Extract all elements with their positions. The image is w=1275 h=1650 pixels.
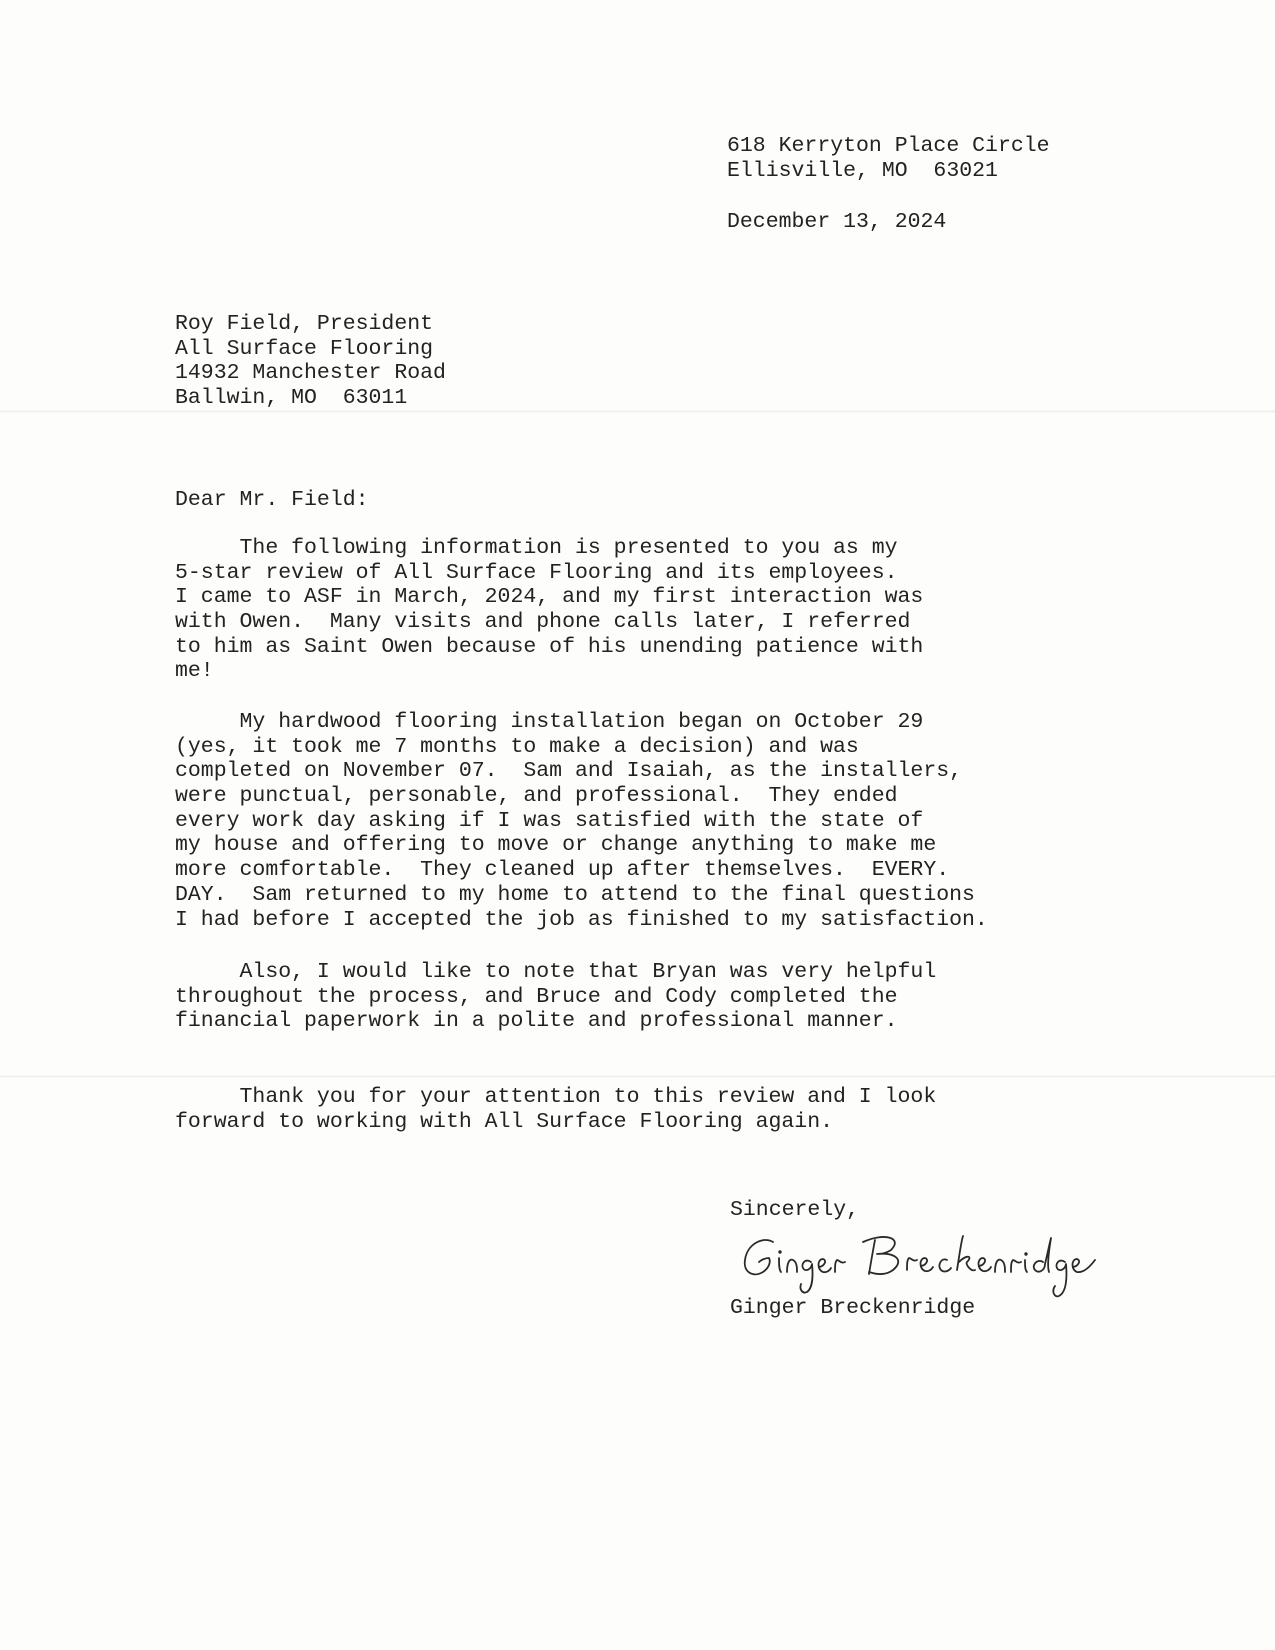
text-line: I had before I accepted the job as finished to my satisfaction.: [175, 907, 988, 932]
text-line: throughout the process, and Bruce and Cody completed the: [175, 984, 898, 1009]
recipient-name: Roy Field, President: [175, 312, 434, 336]
text-line: were punctual, personable, and professional. They ended: [175, 784, 898, 809]
text-line: me!: [175, 659, 214, 684]
text-line: Also, I would like to note that Bryan was very helpful: [175, 960, 937, 984]
closing: Sincerely,: [730, 1198, 860, 1222]
recipient-street: 14932 Manchester Road: [175, 361, 446, 386]
recipient-company: All Surface Flooring: [175, 336, 434, 361]
paragraph-1: [175, 536, 923, 684]
text-line: The following information is presented to you as my: [175, 536, 898, 560]
recipient-city-line: Ballwin, MO 63011: [175, 386, 408, 411]
text-line: every work day asking if I was satisfied with the state of: [175, 808, 924, 833]
letter-date: December 13, 2024: [727, 210, 947, 234]
salutation: Dear Mr. Field:: [175, 488, 369, 512]
text-line: completed on November 07. Sam and Isaiah, as the installers,: [175, 759, 963, 784]
paper-fold: [0, 1075, 1275, 1078]
text-line: to him as Saint Owen because of his unending patience with: [175, 634, 924, 659]
text-line: more comfortable. They cleaned up after themselves. EVERY.: [175, 858, 950, 883]
text-line: with Owen. Many visits and phone calls later, I referred: [175, 610, 911, 635]
text-line: financial paperwork in a polite and professional manner.: [175, 1009, 898, 1034]
text-line: my house and offering to move or change anything to make me: [175, 833, 937, 858]
text-line: My hardwood flooring installation began on October 29: [175, 710, 924, 734]
text-line: (yes, it took me 7 months to make a decision) and was: [175, 734, 859, 759]
text-line: DAY. Sam returned to my home to attend to the final questions: [175, 882, 975, 907]
sender-city-line: Ellisville, MO 63021: [727, 158, 998, 183]
sender-street: 618 Kerryton Place Circle: [727, 134, 1050, 158]
paragraph-2: [175, 710, 988, 932]
text-line: forward to working with All Surface Flooring again.: [175, 1109, 834, 1134]
handwritten-signature: [735, 1222, 1135, 1302]
recipient-address: [175, 312, 446, 411]
signer-name: Ginger Breckenridge: [730, 1296, 976, 1320]
text-line: Thank you for your attention to this review and I look: [175, 1085, 937, 1109]
sender-address: [727, 134, 1050, 183]
text-line: I came to ASF in March, 2024, and my first interaction was: [175, 585, 924, 610]
paragraph-4: [175, 1085, 936, 1134]
text-line: 5-star review of All Surface Flooring and its employees.: [175, 560, 898, 585]
paragraph-3: [175, 960, 936, 1034]
